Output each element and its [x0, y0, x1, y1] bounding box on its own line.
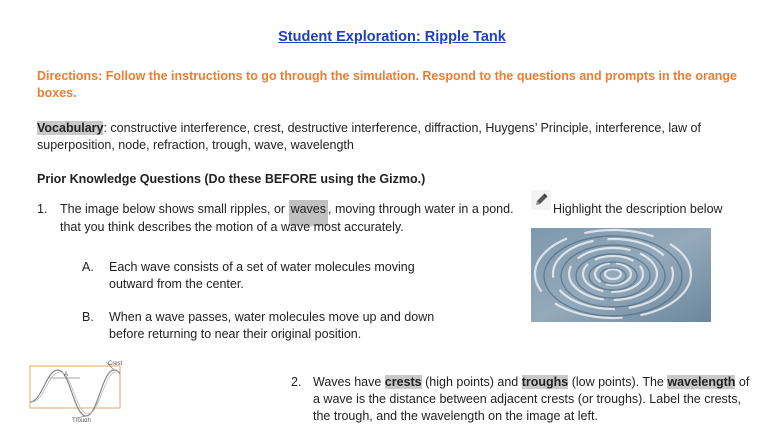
- question-1-line-2: that you think describes the motion of a wave most accurately.: [60, 220, 404, 234]
- question-2-text-d: of a wave is the distance between adjacent crests (or troughs). Label the crests, the trough, and the wavelength on the image at left.: [313, 375, 750, 423]
- crest-label: Crest: [108, 361, 123, 367]
- page-title[interactable]: Student Exploration: Ripple Tank: [278, 29, 506, 45]
- prior-knowledge-note: (Do these BEFORE using the Gizmo.): [200, 172, 426, 186]
- directions-text: Directions: Follow the instructions to go through the simulation. Respond to the questions and prompts in the orange boxes.: [37, 69, 737, 100]
- question-2-text-b: (high points) and: [421, 375, 522, 389]
- wave-diagram: [28, 358, 138, 422]
- prior-knowledge-title: Prior Knowledge Questions: [37, 172, 201, 186]
- question-2-text: [313, 374, 753, 425]
- prior-knowledge-heading: [37, 172, 425, 186]
- vocabulary-label: Vocabulary: [37, 121, 104, 135]
- waves-highlight: waves: [289, 200, 328, 226]
- wave-a-label: A: [64, 372, 69, 378]
- wavelength-highlight: wavelength: [667, 375, 736, 389]
- question-1-text-a: The image below shows small ripples, or: [60, 202, 289, 216]
- question-2-text-c: (low points). The: [568, 375, 668, 389]
- question-1-instruction: Highlight the description below: [553, 202, 723, 216]
- option-b-text: When a wave passes, water molecules move up and down before returning to near their original position.: [109, 310, 435, 341]
- question-1-number: 1.: [37, 202, 48, 216]
- question-2-number: 2.: [291, 375, 302, 389]
- crests-highlight: crests: [384, 375, 422, 389]
- pencil-icon[interactable]: [531, 190, 551, 210]
- pond-ripple-image: [531, 228, 711, 322]
- troughs-highlight: troughs: [521, 375, 569, 389]
- vocabulary-paragraph: [37, 120, 747, 154]
- option-b-letter: B.: [82, 310, 94, 324]
- option-a-text: Each wave consists of a set of water molecules moving outward from the center.: [109, 260, 415, 291]
- question-1-line-1: [60, 200, 514, 218]
- vocabulary-list: : constructive interference, crest, destructive interference, diffraction, Huygens’ Principle, interference, law of superposition, node, refraction, trough, wave, wavelength: [37, 121, 701, 152]
- option-a-letter: A.: [82, 260, 94, 274]
- question-1-text-b: , moving through water in a pond.: [328, 202, 514, 216]
- question-2-text-a: Waves have: [313, 375, 385, 389]
- trough-label: Trough: [72, 418, 91, 422]
